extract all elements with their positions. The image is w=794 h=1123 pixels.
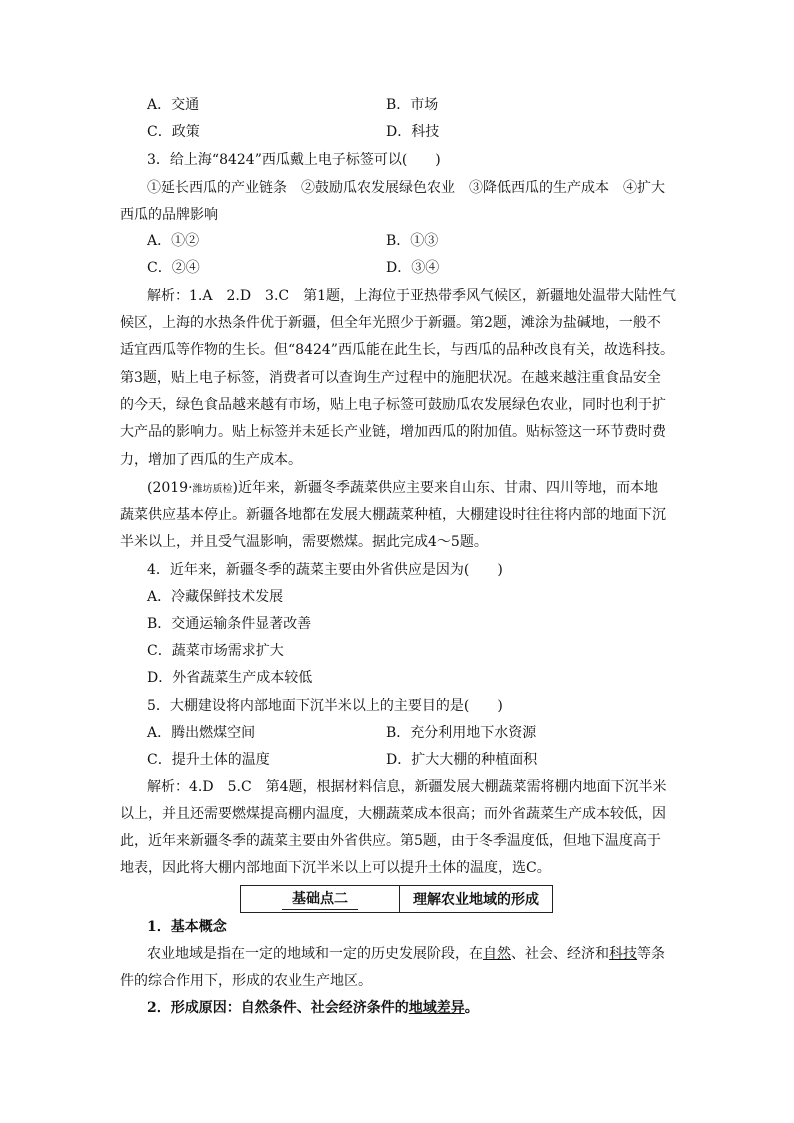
- analysis2-line: 以上，并且还需要燃煤提高棚内温度，大棚蔬菜成本很高；而外省蔬菜生产成本较低，因: [120, 806, 666, 822]
- q3-stem: 3．给上海“8424”西瓜戴上电子标签可以( ): [147, 152, 441, 168]
- analysis1-line: 解析：1.A 2.D 3.C 第1题，上海位于亚热带季风气候区，新疆地处温带大陆性气: [147, 288, 677, 304]
- q5-option-a: A．腾出燃煤空间: [147, 725, 256, 741]
- q2-option-c: C．政策: [147, 124, 200, 140]
- concept-underline-nature: 自然: [483, 946, 511, 962]
- q3-items-line1: ①延长西瓜的产业链条 ②鼓励瓜农发展绿色农业 ③降低西瓜的生产成本 ④扩大: [147, 180, 665, 196]
- cause-text: 2．形成原因：自然条件、社会经济条件的: [147, 1000, 409, 1016]
- cause-underline: 地域差异: [408, 1000, 465, 1016]
- concept-text: 等条: [637, 946, 665, 962]
- q4-option-d: D．外省蔬菜生产成本较低: [147, 670, 313, 686]
- material-source-prefix: (2019·: [147, 480, 193, 496]
- section-title: 理解农业地域的形成: [413, 892, 539, 908]
- section-label: 基础点二: [282, 888, 358, 910]
- q5-stem: 5．大棚建设将内部地面下沉半米以上的主要目的是( ): [147, 698, 503, 714]
- concept-text: 、社会、经济和: [511, 946, 609, 962]
- q4-option-a: A．冷藏保鲜技术发展: [147, 589, 284, 605]
- q4-option-c: C．蔬菜市场需求扩大: [147, 643, 284, 659]
- analysis1-line: 的今天，绿色食品越来越有市场，贴上电子标签可鼓励瓜农发展绿色农业，同时也利于扩: [120, 397, 666, 413]
- q5-option-d: D．扩大大棚的种植面积: [386, 752, 538, 768]
- q3-option-d: D．③④: [386, 260, 440, 276]
- cause-line: [147, 998, 479, 1018]
- q3-option-b: B．①③: [386, 233, 439, 249]
- q3-option-c: C．②④: [147, 260, 200, 276]
- q2-option-a: A．交通: [147, 97, 200, 113]
- concept-underline-tech: 科技: [609, 946, 637, 962]
- q4-option-b: B．交通运输条件显著改善: [147, 616, 312, 632]
- q3-items-line2: 西瓜的品牌影响: [120, 207, 218, 223]
- analysis2-line: 地表，因此将大棚内部地面下沉半米以上可以提升土体的温度，选C。: [120, 860, 551, 876]
- material-line3: 半米以上，并且受气温影响，需要燃煤。据此完成4～5题。: [120, 534, 488, 550]
- q3-option-a: A．①②: [147, 233, 200, 249]
- concept-line1: [147, 944, 665, 964]
- q4-stem: 4．近年来，新疆冬季的蔬菜主要由外省供应是因为( ): [147, 562, 503, 578]
- section-header-box: [240, 885, 553, 913]
- analysis1-line: 候区，上海的水热条件优于新疆，但全年光照少于新疆。第2题，滩涂为盐碱地，一般不: [120, 315, 661, 331]
- analysis1-line: 大产品的影响力。贴上标签并未延长产业链，增加西瓜的附加值。贴标签这一环节费时费: [120, 424, 666, 440]
- q2-option-d: D．科技: [386, 124, 440, 140]
- concept-heading: 1．基本概念: [147, 919, 227, 935]
- analysis2-line: 此，近年来新疆冬季的蔬菜主要由外省供应。第5题，由于冬季温度低，但地下温度高于: [120, 833, 661, 849]
- material-line1: [147, 478, 658, 500]
- analysis1-line: 力，增加了西瓜的生产成本。: [120, 452, 302, 468]
- material-source-name: 潍坊质检: [192, 484, 233, 495]
- q5-option-b: B．充分利用地下水资源: [386, 725, 537, 741]
- q5-option-c: C．提升土体的温度: [147, 752, 270, 768]
- material-line2: 蔬菜供应基本停止。新疆各地都在发展大棚蔬菜种植，大棚建设时往往将内部的地面下沉: [120, 507, 666, 523]
- material-text: )近年来，新疆冬季蔬菜供应主要来自山东、甘肃、四川等地，而本地: [232, 480, 659, 496]
- q2-option-b: B．市场: [386, 97, 439, 113]
- analysis2-line: 解析：4.D 5.C 第4题，根据材料信息，新疆发展大棚蔬菜需将棚内地面下沉半米: [147, 779, 667, 795]
- concept-line2: 件的综合作用下，形成的农业生产地区。: [120, 973, 372, 989]
- cause-text: 。: [464, 1000, 479, 1016]
- section-label-cell: [241, 886, 400, 912]
- analysis1-line: 第3题，贴上电子标签，消费者可以查询生产过程中的施肥状况。在越来越注重食品安全: [120, 370, 661, 386]
- analysis1-line: 适宜西瓜等作物的生长。但“8424”西瓜能在此生长，与西瓜的品种改良有关，故选科技。: [120, 342, 674, 358]
- concept-text: 农业地域是指在一定的地域和一定的历史发展阶段，在: [147, 946, 483, 962]
